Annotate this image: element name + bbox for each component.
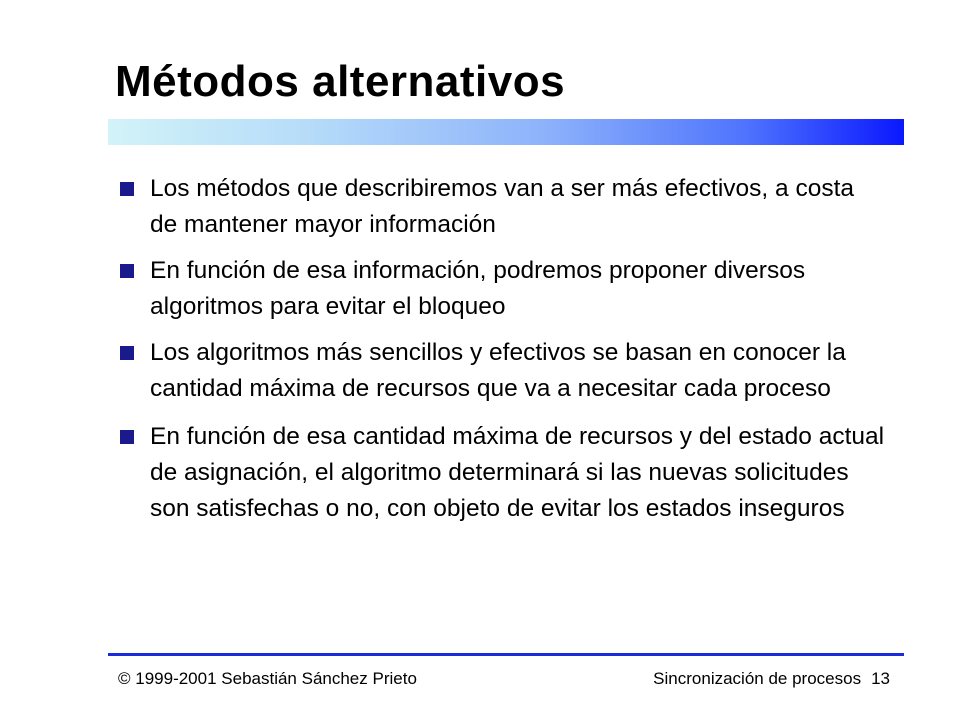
title-gradient-bar — [108, 119, 904, 145]
bullet-item — [118, 171, 888, 243]
bullet-list — [118, 171, 888, 537]
bullet-text: En función de esa información, podremos proponer diversos algoritmos para evitar el bloqueo — [150, 257, 806, 320]
bullet-text: Los algoritmos más sencillos y efectivos se basan en conocer la cantidad máxima de recursos que va a necesitar cada proceso — [150, 339, 846, 402]
square-bullet-icon — [120, 430, 134, 444]
page-number: 13 — [871, 669, 890, 688]
bullet-item — [118, 253, 888, 325]
square-bullet-icon — [120, 346, 134, 360]
footer-section-info — [653, 669, 890, 689]
square-bullet-icon — [120, 182, 134, 196]
footer-rule — [108, 653, 904, 656]
bullet-text: Los métodos que describiremos van a ser más efectivos, a costa de mantener mayor información — [150, 175, 855, 238]
slide-title: Métodos alternativos — [115, 57, 566, 106]
square-bullet-icon — [120, 264, 134, 278]
footer-section-title: Sincronización de procesos — [653, 669, 862, 688]
bullet-text: En función de esa cantidad máxima de recursos y del estado actual de asignación, el algoritmo determinará si las nuevas solicitudes son satisfechas o no, con objeto de evitar los estados inseguros — [150, 423, 885, 522]
footer-copyright: © 1999-2001 Sebastián Sánchez Prieto — [118, 669, 417, 688]
bullet-item — [118, 335, 888, 407]
bullet-item — [118, 419, 888, 527]
